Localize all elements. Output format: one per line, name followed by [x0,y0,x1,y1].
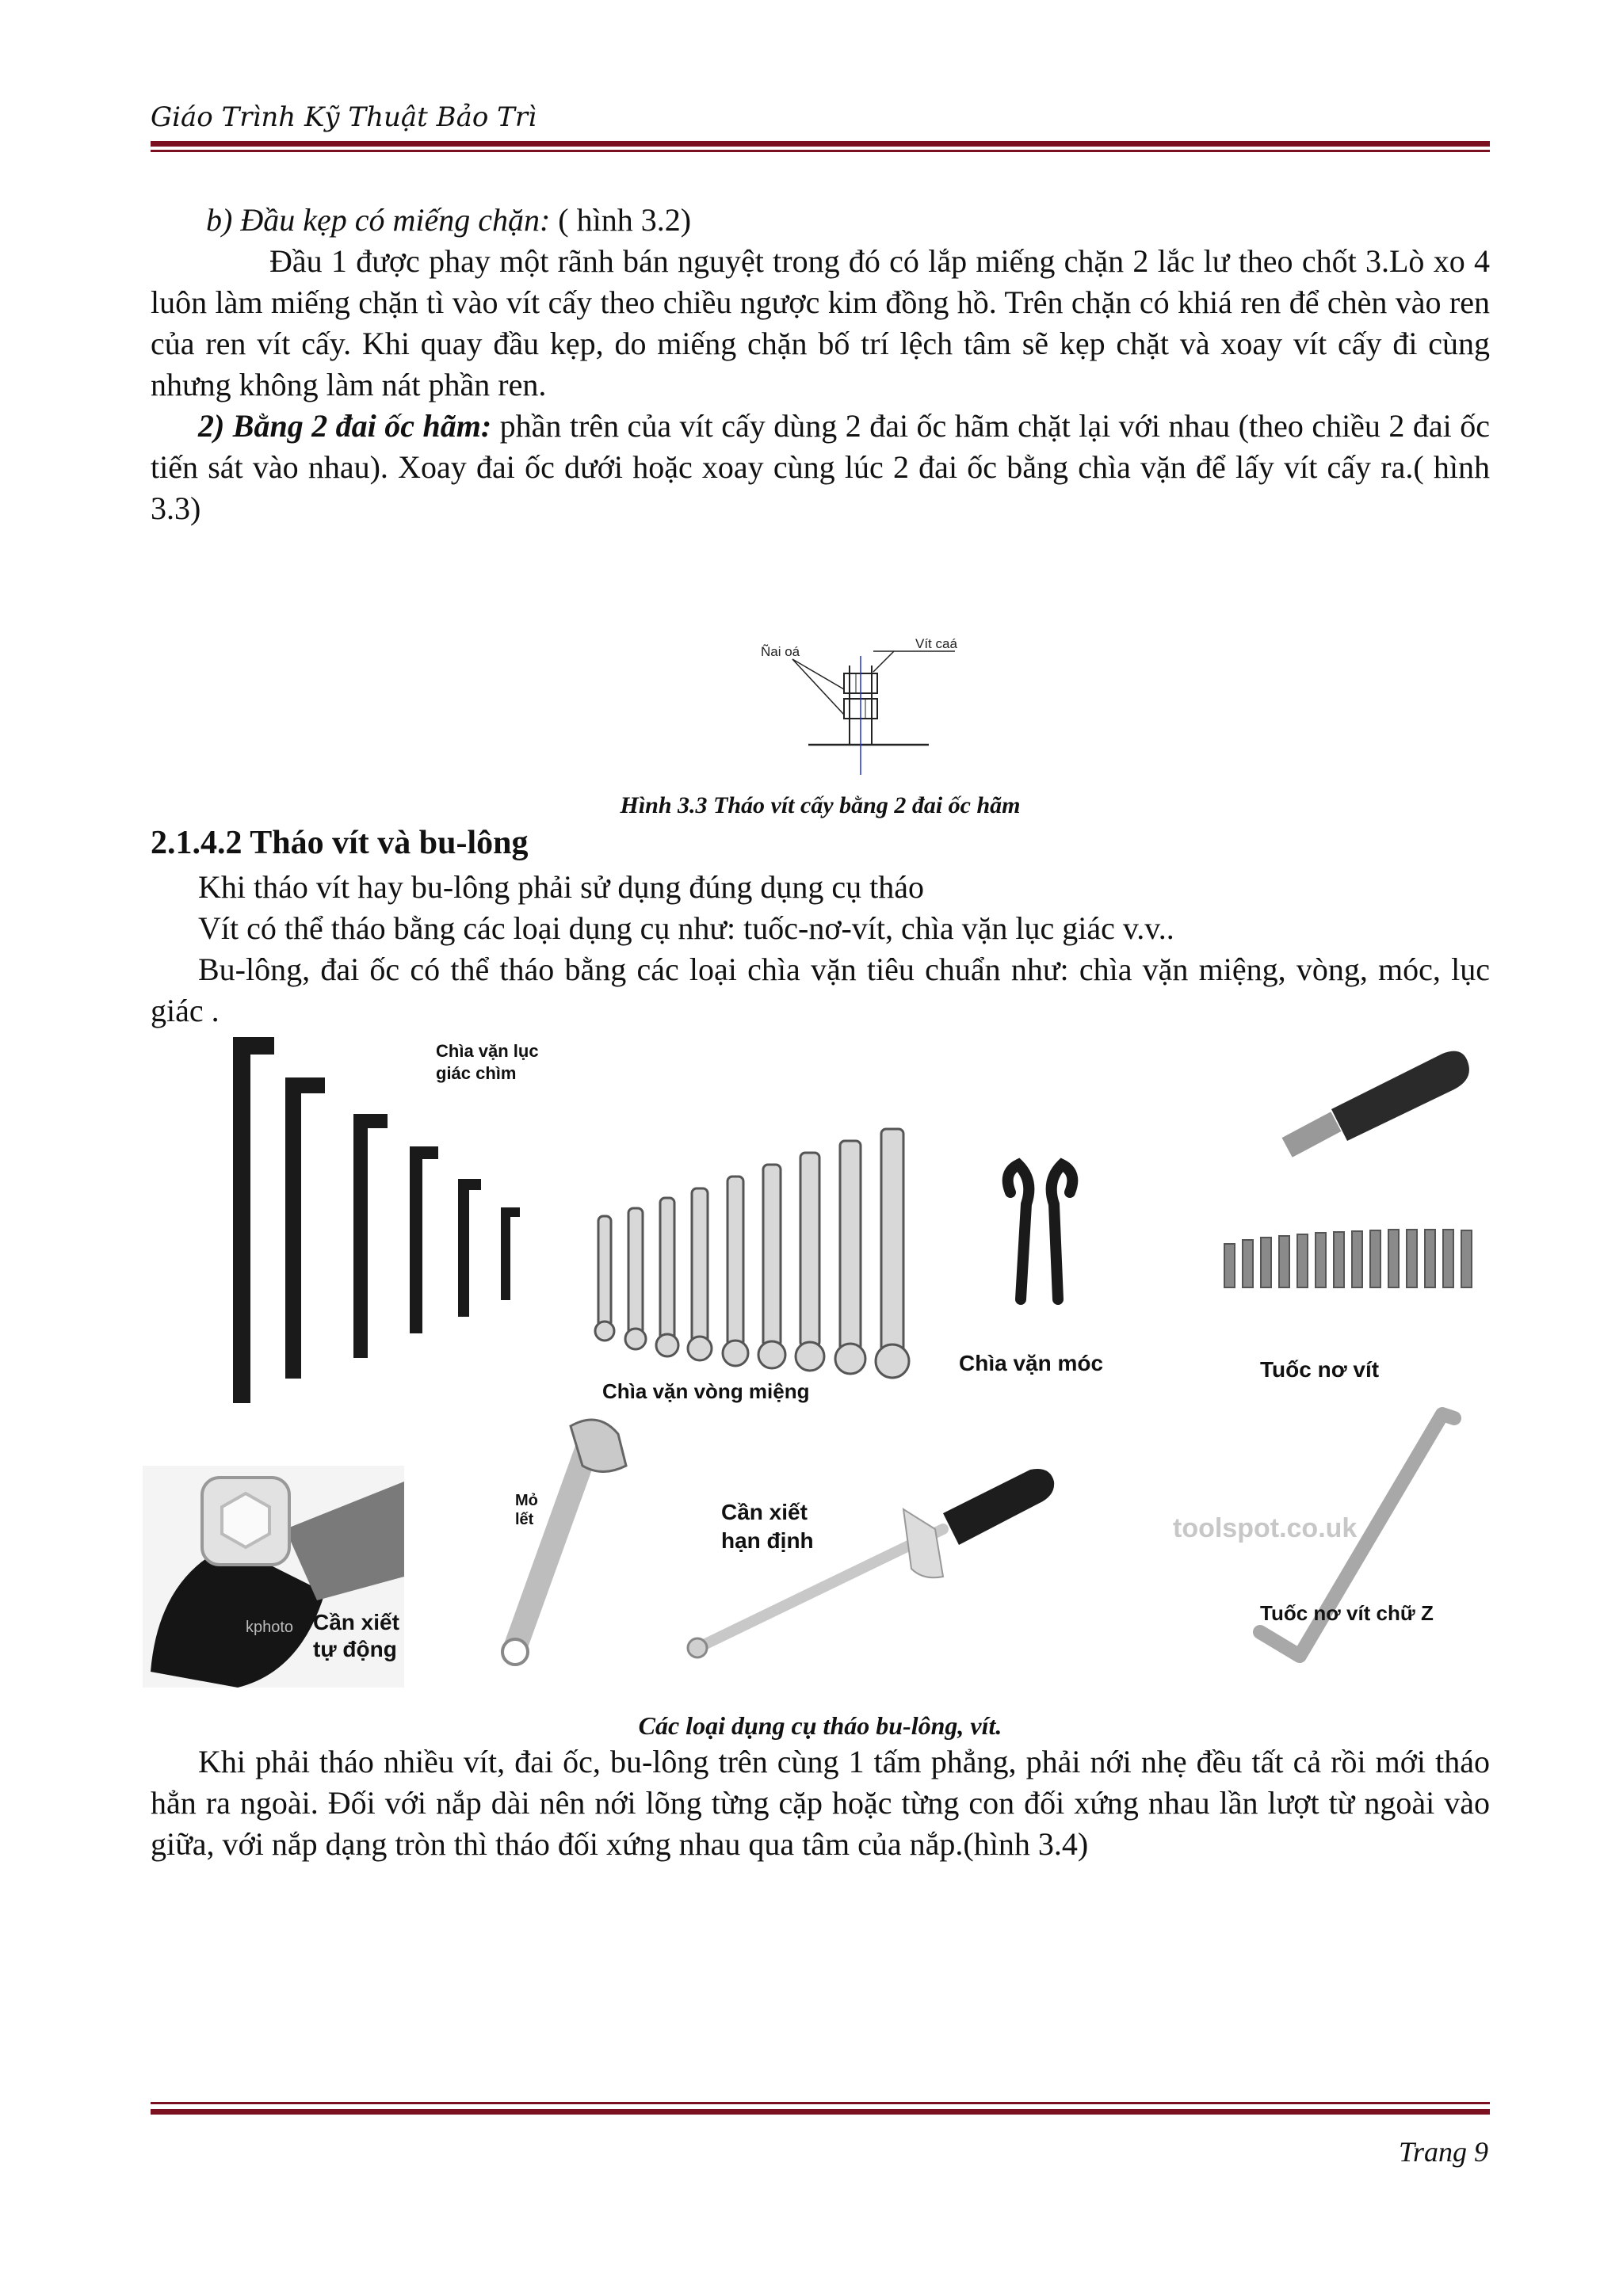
figure-3-3-label-left: Ñai oá [761,644,800,659]
section-2142-p2: Vít có thể tháo bằng các loại dụng cụ như: tuốc-nơ-vít, chìa vặn lục giác v.v.. [198,910,1174,946]
section-b-paragraph [151,200,1490,406]
hex-key-set-icon [242,1046,515,1394]
ratchet-watermark: kphoto [246,1619,294,1636]
screwdriver-bit-set-icon [1224,1230,1472,1287]
hook-wrench-icon [1008,1165,1073,1299]
section-2-label: 2) Bằng 2 đai ốc hãm: [198,408,492,444]
tools-caption: Các loại dụng cụ tháo bu-lông, vít. [638,1711,1002,1740]
header-rule-thick [151,141,1490,147]
section-2142-p1: Khi tháo vít hay bu-lông phải sử dụng đúng dụng cụ tháo [198,869,925,905]
combination-wrench-set-icon [595,1129,909,1378]
z-screwdriver-watermark: toolspot.co.uk [1173,1513,1358,1543]
footer-rule-thick [151,2109,1490,2115]
section-2-text [151,406,1490,529]
header-title: Giáo Trình Kỹ Thuật Bảo Trì [151,101,537,133]
torque-wrench-icon [688,1469,1054,1657]
screwdriver-label: Tuốc nơ vít [1260,1357,1380,1382]
section-2-body: phần trên của vít cấy dùng 2 đai ốc hãm chặt lại với nhau (theo chiều 2 đai ốc tiến sát vào nhau). Xoay đai ốc dưới hoặc xoay cùng lúc 2 đai ốc bằng chìa vặn để lấy vít cấy ra.( hình 3.3) [151,408,1490,526]
header-rule-thin [151,150,1490,152]
page-number: Trang 9 [1398,2136,1488,2168]
section-2-paragraph [151,406,1490,529]
combination-wrench-label: Chìa vặn vòng miệng [602,1379,810,1403]
adjustable-wrench-icon [502,1420,626,1665]
figure-3-3-caption: Hình 3.3 Tháo vít cấy bằng 2 đai ốc hãm [620,792,1021,818]
hook-wrench-label: Chìa vặn móc [959,1351,1104,1375]
screwdriver-icon [1282,1051,1469,1158]
section-b-body: Đầu 1 được phay một rãnh bán nguyệt trong đó có lắp miếng chặn 2 lắc lư theo chốt 3.Lò xo 4 luôn làm miếng chặn tì vào vít cấy theo chiều ngược kim đồng hồ. Trên chặn có khiá ren để chèn vào ren của ren vít cấy. Khi quay đầu kẹp, do miếng chặn bố trí lệch tâm sẽ kẹp chặt và xoay vít cấy đi cùng nhưng không làm nát phần ren. [151,243,1490,402]
section-b-heading [151,200,1490,241]
section-2142-p3: Bu-lông, đai ốc có thể tháo bằng các loại chìa vặn tiêu chuẩn như: chìa vặn miệng, vòng, móc, lục giác . [151,952,1490,1028]
adjustable-wrench-label: Mỏ lết [515,1492,538,1528]
figure-3-3-diagram [753,626,967,776]
torque-wrench-label: Cần xiết hạn định [721,1500,814,1553]
hex-key-label: Chìa vặn lục giác chìm [436,1041,539,1083]
section-b-label: b) Đầu kẹp có miếng chặn: [206,202,551,238]
figure-3-3-label-right: Vít caá [915,636,957,651]
tools-illustration [143,1022,1506,1695]
z-screwdriver-label: Tuốc nơ vít chữ Z [1260,1601,1434,1625]
footer-rule-thin [151,2102,1490,2104]
section-b-ref: ( hình 3.2) [550,202,692,238]
ratchet-label: Cần xiết tự động [313,1610,399,1661]
closing-paragraph: Khi phải tháo nhiều vít, đai ốc, bu-lông trên cùng 1 tấm phẳng, phải nới nhẹ đều tất cả rồi mới tháo hẳn ra ngoài. Đối với nắp dài nên nới lõng từng cặp hoặc từng con đối xứng nhau lần lượt từ ngoài vào giữa, với nắp dạng tròn thì tháo đối xứng nhau qua tâm của nắp.(hình 3.4) [151,1744,1490,1862]
section-2142-heading: 2.1.4.2 Tháo vít và bu-lông [151,825,529,861]
